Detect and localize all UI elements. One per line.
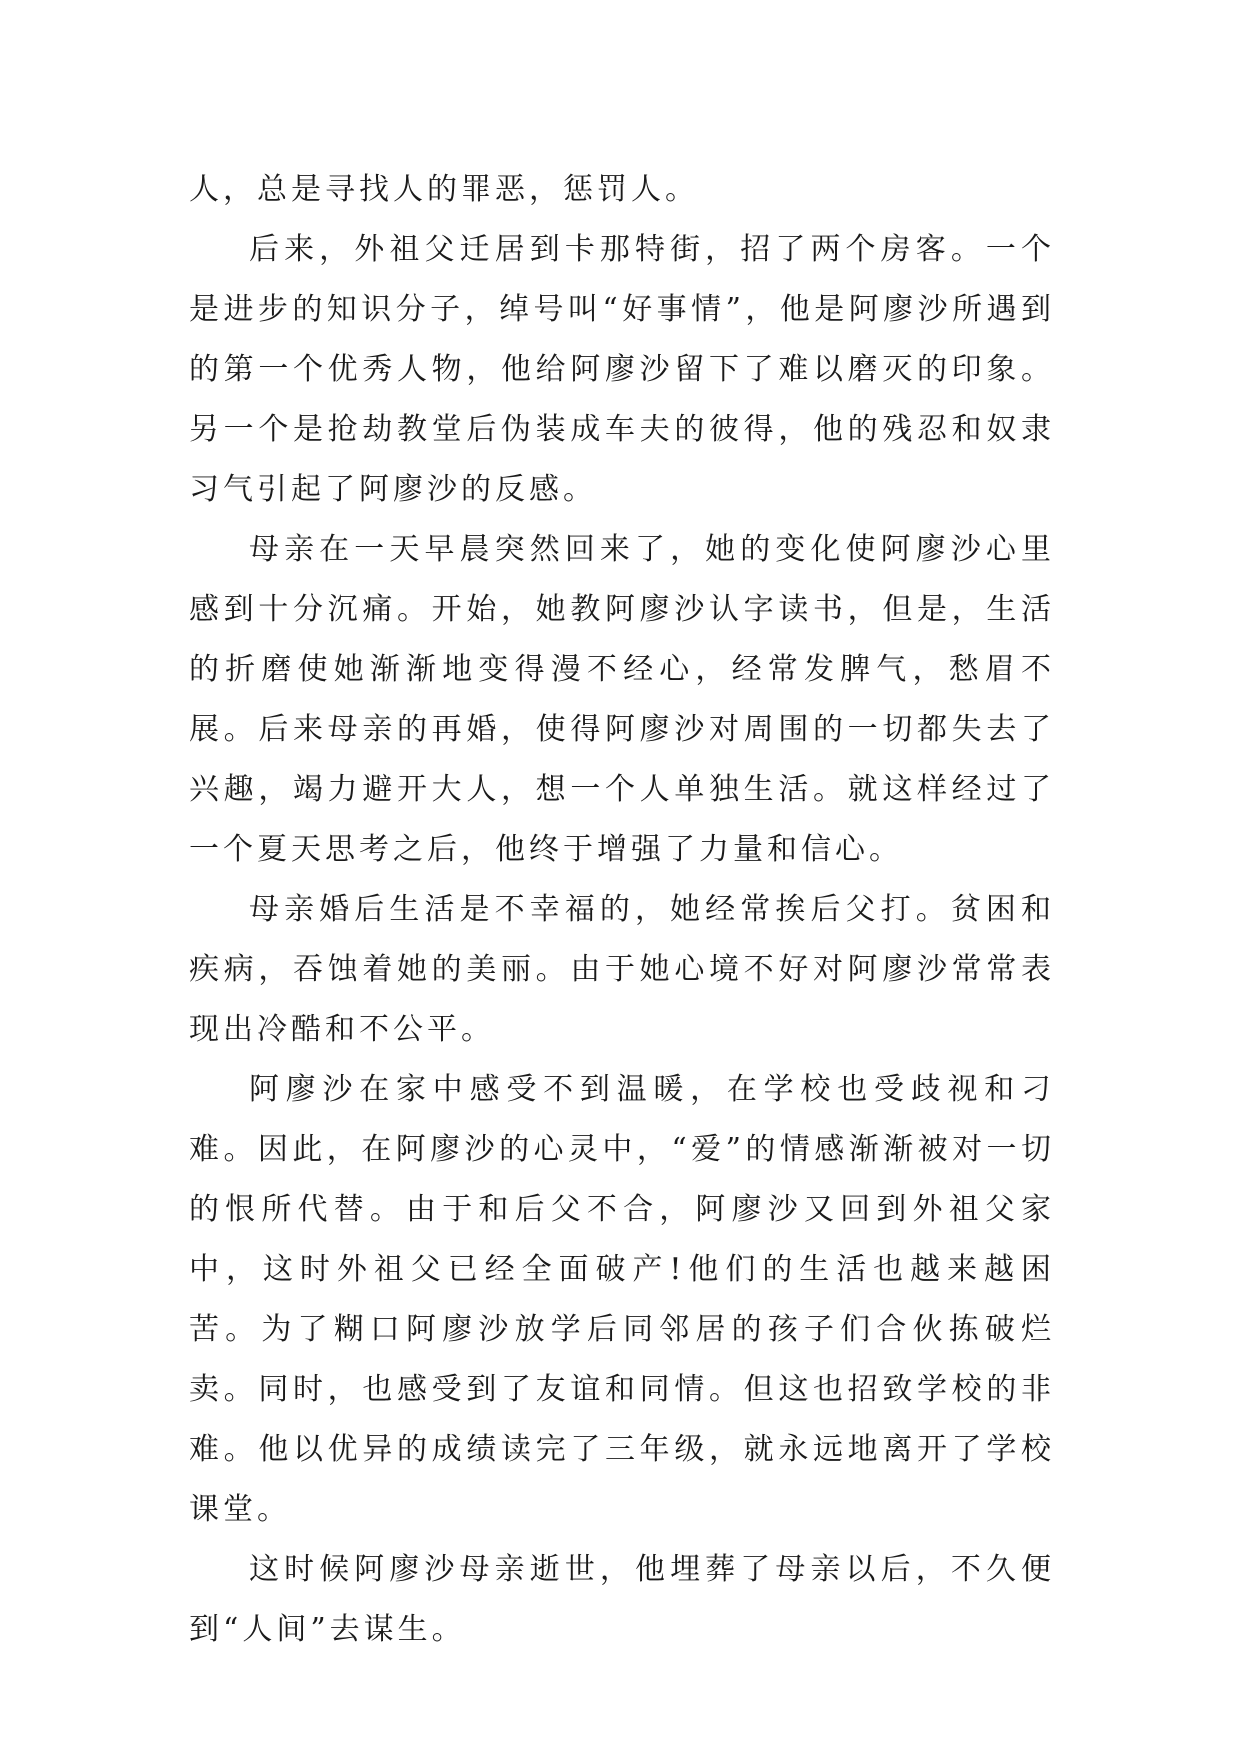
paragraph-4: 母亲婚后生活是不幸福的，她经常挨后父打。贫困和疾病，吞蚀着她的美丽。由于她心境不好对阿廖沙常常表现出冷酷和不公平。 xyxy=(189,892,1055,1047)
paragraph-1: 人，总是寻找人的罪恶，惩罚人。 xyxy=(189,172,699,207)
paragraph-3: 母亲在一天早晨突然回来了，她的变化使阿廖沙心里感到十分沉痛。开始，她教阿廖沙认字读书，但是，生活的折磨使她渐渐地变得漫不经心，经常发脾气，愁眉不展。后来母亲的再婚，使得阿廖沙对周围的一切都失去了兴趣，竭力避开大人，想一个人单独生活。就这样经过了一个夏天思考之后，他终于增强了力量和信心。 xyxy=(189,532,1055,867)
paragraph-5: 阿廖沙在家中感受不到温暖，在学校也受歧视和刁难。因此，在阿廖沙的心灵中，“爱”的情感渐渐被对一切的恨所代替。由于和后父不合，阿廖沙又回到外祖父家中，这时外祖父已经全面破产!他们的生活也越来越困苦。为了糊口阿廖沙放学后同邻居的孩子们合伙拣破烂卖。同时，也感受到了友谊和同情。但这也招致学校的非难。他以优异的成绩读完了三年级，就永远地离开了学校课堂。 xyxy=(189,1072,1055,1527)
paragraph-2: 后来，外祖父迁居到卡那特街，招了两个房客。一个是进步的知识分子，绰号叫“好事情”，他是阿廖沙所遇到的第一个优秀人物，他给阿廖沙留下了难以磨灭的印象。另一个是抢劫教堂后伪装成车夫的彼得，他的残忍和奴隶习气引起了阿廖沙的反感。 xyxy=(189,232,1055,507)
body-text xyxy=(189,160,1055,1660)
paragraph-6: 这时候阿廖沙母亲逝世，他埋葬了母亲以后，不久便到“人间”去谋生。 xyxy=(189,1552,1055,1647)
